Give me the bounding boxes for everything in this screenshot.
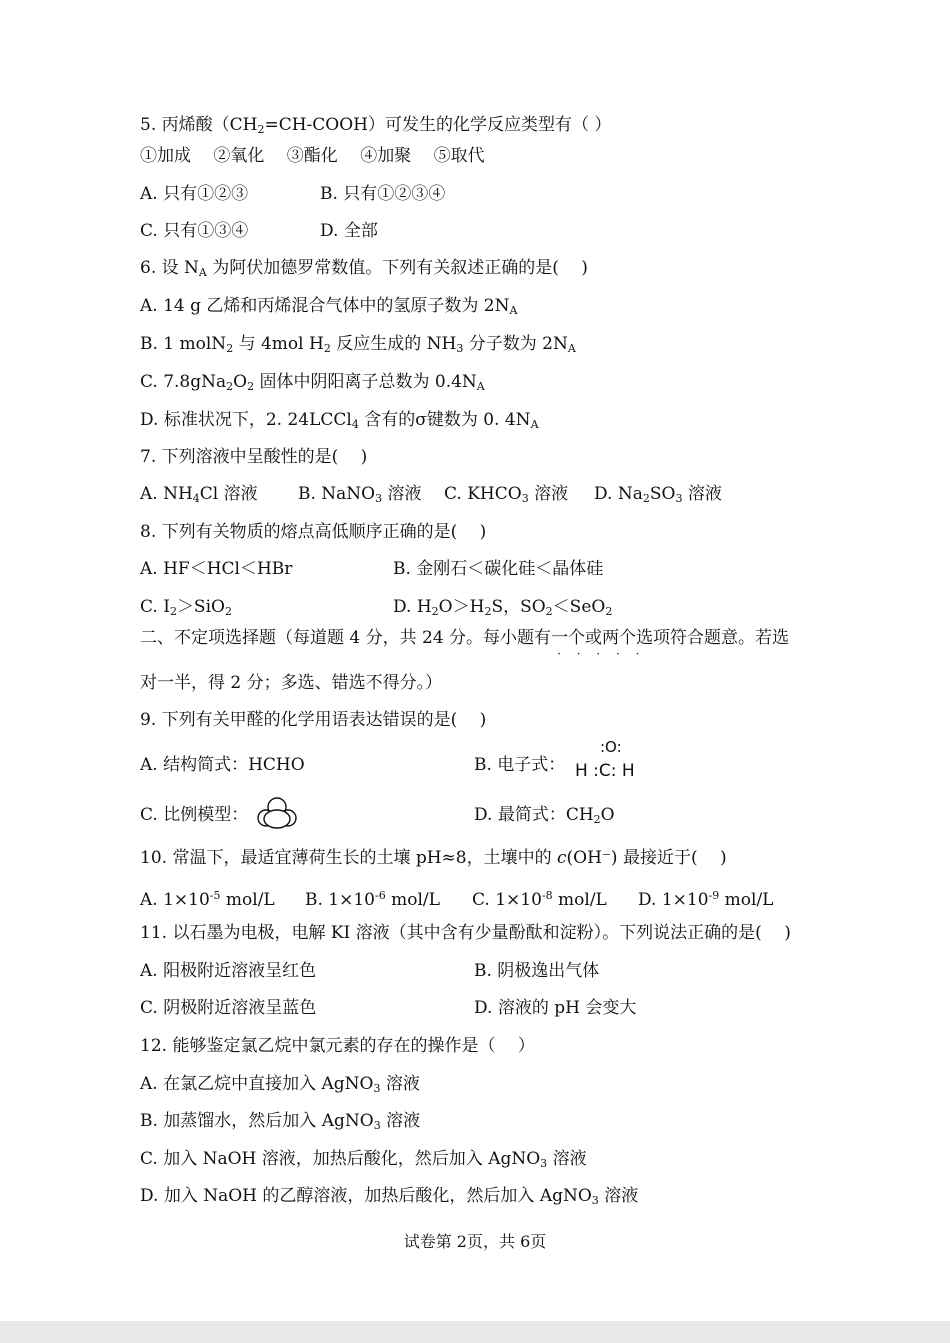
q11-option-c: C. 阴极附近溶液呈蓝色 <box>140 998 317 1018</box>
q7-stem: 7. 下列溶液中呈酸性的是( ) <box>140 447 368 467</box>
q8-stem: 8. 下列有关物质的熔点高低顺序正确的是( ) <box>140 522 487 542</box>
q8-option-b: B. 金刚石＜碳化硅＜晶体硅 <box>393 559 604 579</box>
lewis-oxygen: :O: <box>600 738 622 756</box>
q5-option-b: B. 只有①②③④ <box>320 184 446 204</box>
q6-option-a: A. 14 g 乙烯和丙烯混合气体中的氢原子数为 $2N_A$ <box>140 296 518 317</box>
q12-stem: 12. 能够鉴定氯乙烷中氯元素的存在的操作是（ ） <box>140 1036 535 1056</box>
q11-option-d: D. 溶液的 pH 会变大 <box>474 998 637 1018</box>
q8-option-a: A. HF＜HCl＜HBr <box>140 559 293 579</box>
q7-option-c: C. $KHCO_3$ 溶液 <box>444 484 569 505</box>
q7-option-b: B. NaNO$_3$ 溶液 <box>298 484 422 505</box>
q6-stem: 6. 设 $N_A$ 为阿伏加德罗常数值。下列有关叙述正确的是( ) <box>140 258 588 279</box>
q5-reaction-types: ①加成 ②氧化 ③酯化 ④加聚 ⑤取代 <box>140 146 485 166</box>
section2-scoring-note: 对一半，得 2 分；多选、错选不得分。） <box>140 673 443 693</box>
q11-stem: 11. 以石墨为电极，电解 KI 溶液（其中含有少量酚酞和淀粉）。下列说法正确的是( ) <box>140 923 791 943</box>
q12-option-c: C. 加入 NaOH 溶液，加热后酸化，然后加入 AgNO$_3$ 溶液 <box>140 1149 587 1170</box>
q10-option-d: D. $1\times 10^{-9}$ mol/L <box>638 889 774 910</box>
q9-option-b: B. 电子式： <box>474 755 566 775</box>
q9-option-d: D. 最简式：$CH_2O$ <box>474 805 615 826</box>
q5-option-c: C. 只有①③④ <box>140 221 249 241</box>
q5-option-a: A. 只有①②③ <box>140 184 249 204</box>
q6-option-b: B. 1 molN$_2$ 与 4mol $H_2$ 反应生成的 $NH_3$ 分子数为 $2N_A$ <box>140 334 576 355</box>
q8-option-d: D. $H_2O>H_2S$，$SO_2<SeO_2$ <box>393 597 613 618</box>
q12-option-d: D. 加入 NaOH 的乙醇溶液，加热后酸化，然后加入 AgNO$_3$ 溶液 <box>140 1186 639 1207</box>
q11-option-a: A. 阳极附近溶液呈红色 <box>140 961 317 981</box>
q9-option-c: C. 比例模型： <box>140 805 249 825</box>
q7-option-a: A. $NH_4Cl$ 溶液 <box>140 484 258 505</box>
emphasis-text: 一个或两个 · · · <box>551 628 636 648</box>
q12-option-b: B. 加蒸馏水，然后加入 AgNO$_3$ 溶液 <box>140 1111 421 1132</box>
page-footer: 试卷第 2页，共 6页 <box>403 1232 547 1251</box>
q10-option-b: B. $1\times 10^{-6}$ mol/L <box>305 889 440 910</box>
lewis-structure-formaldehyde: H :C: H <box>575 761 635 781</box>
q10-option-c: C. $1\times 10^{-8}$ mol/L <box>472 889 607 910</box>
q7-option-d: D. $Na_2SO_3$ 溶液 <box>594 484 722 505</box>
q10-option-a: A. $1\times 10^{-5}$ mol/L <box>140 889 275 910</box>
q8-option-c: C. $I_2>SiO_2$ <box>140 597 232 618</box>
q5-stem: 5. 丙烯酸$(CH_2=CH-COOH)$可发生的化学反应类型有（ ） <box>140 115 612 136</box>
q10-stem: 10. 常温下，最适宜薄荷生长的土壤 pH≈8，土壤中的 c(OH⁻) 最接近于( ) <box>140 848 727 868</box>
scan-bottom-edge <box>0 1321 950 1343</box>
q5-option-d: D. 全部 <box>320 221 378 241</box>
q12-option-a: A. 在氯乙烷中直接加入 AgNO$_3$ 溶液 <box>140 1074 420 1095</box>
space-filling-model-icon <box>256 794 298 830</box>
q9-stem: 9. 下列有关甲醛的化学用语表达错误的是( ) <box>140 710 487 730</box>
q6-option-c: C. $7.8gNa_2O_2$ 固体中阴阳离子总数为 $0.4N_A$ <box>140 372 485 393</box>
q6-option-d: D. 标准状况下，2. 24LCCl$_4$ 含有的σ键数为 0. $4N_A$ <box>140 410 539 431</box>
q9-option-a: A. 结构简式：HCHO <box>140 755 305 775</box>
section2-heading: 二、不定项选择题（每道题 4 分，共 24 分。每小题有一个或两个 · · ·选项符合题意。若选 <box>140 626 789 650</box>
q11-option-b: B. 阴极逸出气体 <box>474 961 600 981</box>
